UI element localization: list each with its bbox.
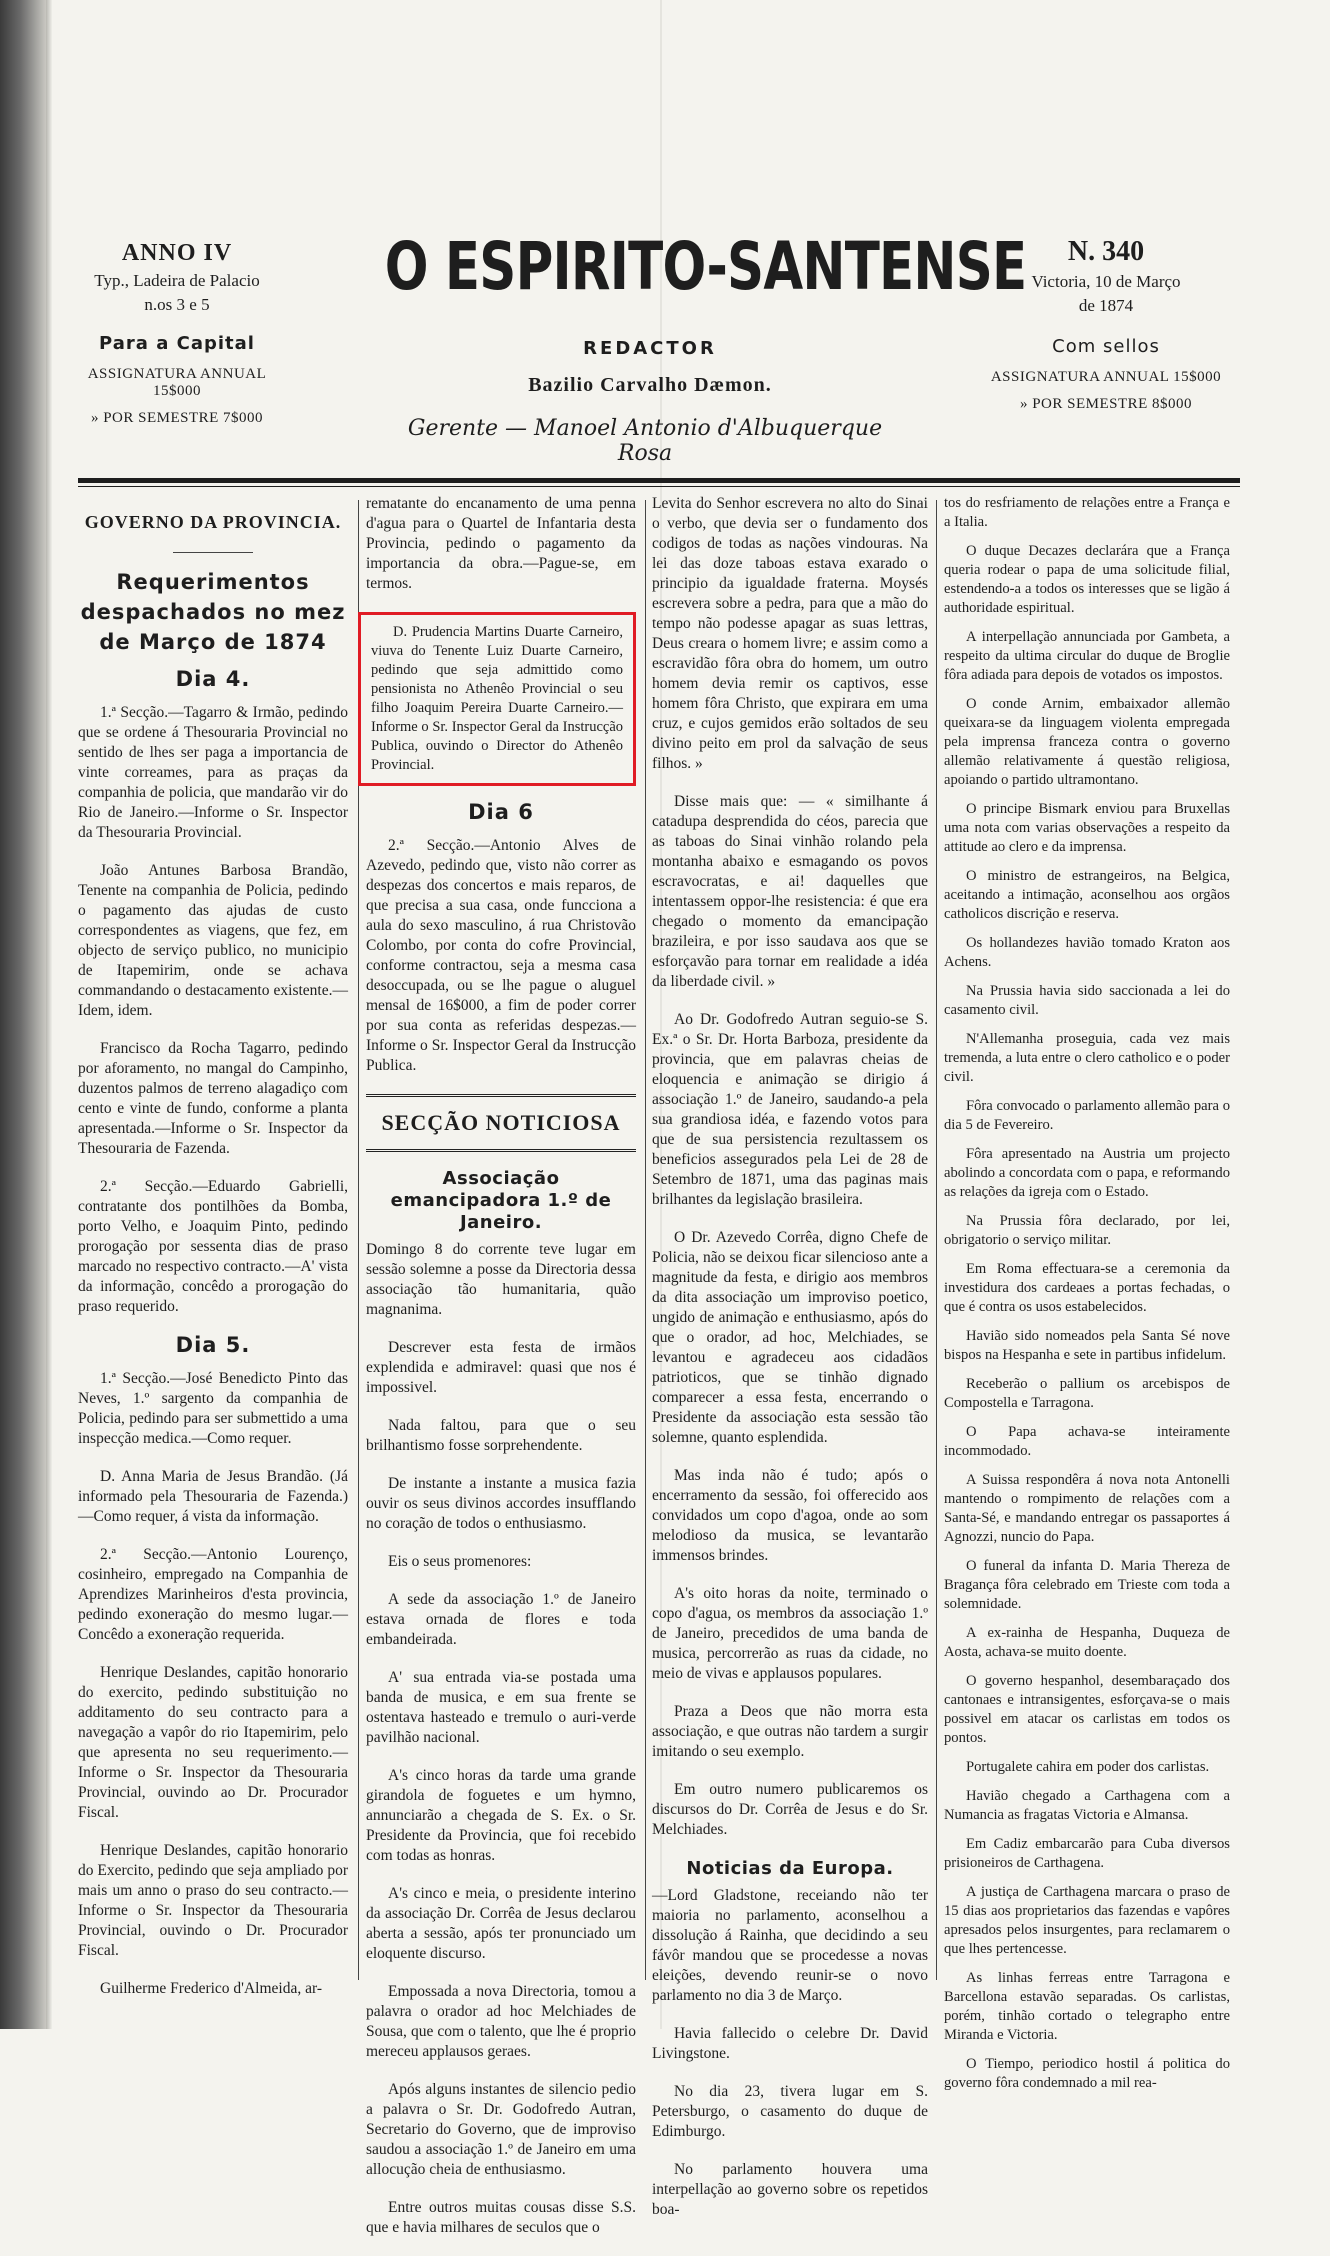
day-heading: Dia 5. <box>175 1333 251 1357</box>
day-heading: Dia 6 <box>468 800 534 824</box>
paragraph: De instante a instante a musica fazia ouvir os seus divinos accordes insufflando no coração de todos o enthusiasmo. <box>366 1475 636 1532</box>
paragraph: João Antunes Barbosa Brandão, Tenente na companhia de Policia, pedindo o pagamento das ajudas de custo correspondentes as viagens, que fez, em objecto de serviço publico, no municipio de Itapemirim, onde se achava commandando o destacamento existente.—Idem, idem. <box>78 862 348 1019</box>
paragraph: As linhas ferreas entre Tarragona e Barcellona estavão separadas. Os carlistas, porém, tinhão cortado o telegrapho entre Miranda e Victoria. <box>944 1970 1230 2043</box>
paragraph: Francisco da Rocha Tagarro, pedindo por aforamento, no mangal do Campinho, duzentos palmos de terreno alagadiço com cento e vinte de fundo, conforme a planta apresentada.—Informe o Sr. Inspector da Thesouraria de Fazenda. <box>78 1040 348 1157</box>
divider <box>173 552 253 553</box>
paragraph: A's cinco e meia, o presidente interino da associação Dr. Corrêa de Jesus declarou aberta a sessão, após ter pronunciado um eloquente discurso. <box>366 1885 636 1962</box>
masthead-right <box>976 236 1236 413</box>
paragraph: Mas inda não é tudo; após o encerramento da sessão, foi offerecido aos convidados um copo d'agoa, onde ao som melodioso da musica, se levantarão immensos brindes. <box>652 1467 928 1564</box>
semester-subscription-right: » POR SEMESTRE 8$000 <box>1019 396 1193 412</box>
year-line: de 1874 <box>1078 296 1134 315</box>
annual-subscription-right: ASSIGNATURA ANNUAL 15$000 <box>990 369 1222 385</box>
paragraph: A interpellação annunciada por Gambeta, a respeito da ultima circular do duque de Broglie fôra adiada para depois de votados os impostos. <box>944 629 1230 683</box>
column-2 <box>366 494 636 2256</box>
paragraph: Portugalete cahira em poder dos carlistas. <box>966 1759 1210 1775</box>
paragraph: O principe Bismark enviou para Bruxellas uma nota com varias observações a respeito da attitude ao clero e da imprensa. <box>944 801 1230 855</box>
paragraph: Disse mais que: — « similhante á catadupa desprendida do céos, parecia que as taboas do Sinai vinhão rolando pela montanha abaixo e esmagando os povos escravocratas, e ai! daquelles que intentassem oppor-lhe resistencia: é que era chegado o momento da emancipação brazileira, e por isso saudava aos que se esforçavão para tornar em realidade a idéa da liberdade civil. » <box>652 793 928 990</box>
paragraph: O conde Arnim, embaixador allemão queixara-se da linguagem violenta empregada pela imprensa franceza contra o governo allemão relativamente á questão religiosa, apoiando o partido ultramontano. <box>944 696 1230 788</box>
paragraph: A's cinco horas da tarde uma grande girandola de foguetes e um hymno, annunciarão a chegada de S. Ex. o Sr. Presidente da Provincia, que foi recebido com todas as honras. <box>366 1767 636 1864</box>
book-spine-shadow <box>0 0 46 2029</box>
paragraph: O Tiempo, periodico hostil á politica do governo fôra condemnado a mil rea- <box>944 2056 1230 2091</box>
para-capital-label: Para a Capital <box>99 333 255 354</box>
article-heading: Requerimentos despachados no mez de Março de 1874 <box>80 570 346 654</box>
paragraph: A Suissa respondêra á nova nota Antonelli mantendo o rompimento de relações com a Santa-Sé, e mandando entregar os passaportes á Agnozzi, nuncio do Papa. <box>944 1472 1230 1545</box>
paragraph: A justiça de Carthagena marcara o praso de 15 dias aos proprietarios das fazendas e vapôres apresados pelos insurgentes, para reclamarem o que lhes pertencesse. <box>944 1884 1230 1957</box>
column-1 <box>78 494 348 2017</box>
column-4 <box>944 494 1230 2103</box>
paragraph: 1.ª Secção.—Tagarro & Irmão, pedindo que se ordene á Thesouraria Provincial no sentido de lhes ser paga a importancia de vinte correames, para as praças da companhia de policia, que mandarão vir do Rio de Janeiro.—Informe o Sr. Inspector da Thesouraria Provincial. <box>78 704 348 841</box>
paragraph: O funeral da infanta D. Maria Thereza de Bragança fôra celebrado em Trieste com toda a solemnidade. <box>944 1558 1230 1612</box>
paragraph: No dia 23, tivera lugar em S. Petersburgo, o casamento do duque de Edimburgo. <box>652 2083 928 2140</box>
redactor-name: Bazilio Carvalho Dæmon. <box>528 374 772 396</box>
manager-line: Gerente — Manoel Antonio d'Albuquerque Rosa <box>407 416 883 466</box>
paragraph: 2.ª Secção.—Eduardo Gabrielli, contratante dos pontilhões da Bomba, porto Velho, e Joaquim Pinto, pedindo prorogação por sessenta dias de praso marcado no respectivo contracto.—A' vista da informação, concêdo a prorogação do praso requerido. <box>78 1178 348 1315</box>
paragraph: A' sua entrada via-se postada uma banda de musica, e em sua frente se ostentava hasteado e tremulo o auri-verde pavilhão nacional. <box>366 1669 636 1746</box>
paragraph: Empossada a nova Directoria, tomou a palavra o orador ad hoc Melchiades de Sousa, que com o talento, que lhe é proprio mereceu applausos geraes. <box>366 1983 636 2060</box>
typography-numbers: n.os 3 e 5 <box>144 295 210 314</box>
paragraph: Em Cadiz embarcarão para Cuba diversos prisioneiros de Carthagena. <box>944 1836 1230 1871</box>
paragraph: 2.ª Secção.—Antonio Lourenço, cosinheiro, empregado na Companhia de Aprendizes Marinheiros d'esta provincia, pedindo exoneração do mesmo lugar.—Concêdo a exoneração requerida. <box>78 1546 348 1643</box>
section-heading: GOVERNO DA PROVINCIA. <box>84 512 342 532</box>
paragraph: A ex-rainha de Hespanha, Duqueza de Aosta, achava-se muito doente. <box>944 1625 1230 1660</box>
paragraph: Henrique Deslandes, capitão honorario do Exercito, pedindo que seja ampliado por mais um anno o praso do seu contracto.—Informe o Sr. Inspector da Thesouraria Provincial, ouvindo o Dr. Procurador Fiscal. <box>78 1842 348 1959</box>
volume-label: ANNO IV <box>121 240 233 266</box>
paragraph: Receberão o pallium os arcebispos de Compostella e Tarragona. <box>944 1376 1230 1411</box>
paragraph: A's oito horas da noite, terminado o copo d'agua, os membros da associação 1.º de Janeiro, precedidos de uma banda de musica, percorrerão as ruas da cidade, no meio de vivas e applausos populares. <box>652 1585 928 1682</box>
paragraph: O duque Decazes declarára que a França queria rodear o papa de uma solicitude filial, estendendo-a a todos os interesses que se ligão á authoridade espiritual. <box>944 543 1230 616</box>
paragraph: Em Roma effectuara-se a ceremonia da investidura dos cardeaes a portas fechadas, o que é contra os usos estabelecidos. <box>944 1261 1230 1315</box>
paragraph: Fôra apresentado na Austria um projecto abolindo a concordata com o papa, e reformando as relações da igreja com o Estado. <box>944 1146 1230 1200</box>
paragraph: rematante do encanamento de uma penna d'agua para o Quartel de Infantaria desta Provincia, pedindo o pagamento da importancia da obra.—Pague-se, em termos. <box>366 495 636 592</box>
typography-address: Typ., Ladeira de Palacio <box>94 271 260 290</box>
paragraph: Domingo 8 do corrente teve lugar em sessão solemne a posse da Directoria dessa associação tão humanitaria, quão magnanima. <box>366 1241 636 1318</box>
paragraph: Havia fallecido o celebre Dr. David Livingstone. <box>652 2025 928 2062</box>
masthead-left <box>62 240 292 427</box>
paragraph: Na Prussia fôra declarado, por lei, obrigatorio o serviço militar. <box>944 1213 1230 1248</box>
paragraph: Na Prussia havia sido saccionada a lei do casamento civil. <box>944 983 1230 1018</box>
paragraph: 1.ª Secção.—José Benedicto Pinto das Neves, 1.º sargento da companhia de Policia, pedindo para ser submettido a uma inspecção medica.—Como requer. <box>78 1370 348 1447</box>
paragraph: Levita do Senhor escrevera no alto do Sinai o verbo, que devia ser o fundamento dos codigos de todas as nações vindouras. Na lei das doze taboas estava exarado o principio da igualdade fraterna. Moysés escrevera sobre a pedra, para que a mão do tempo não podesse apagar as suas lettras, Deus creara o homem livre; e assim como a escravidão fôra obra do homem, um outro homem devia remir os captivos, esse homem fôra Christo, que expirara em uma cruz, e cujos gemidos erão soltados de seu divino peito em prol da salvação de seus filhos. » <box>652 495 928 772</box>
article-heading: Noticias da Europa. <box>686 1858 894 1879</box>
paragraph: D. Anna Maria de Jesus Brandão. (Já informado pela Thesouraria de Fazenda.)—Como requer, á vista da informação. <box>78 1468 348 1525</box>
news-section-heading: SECÇÃO NOTICIOSA <box>366 1094 636 1152</box>
annual-subscription-left: ASSIGNATURA ANNUAL 15$000 <box>87 366 267 399</box>
article-heading: Associação emancipadora 1.º de Janeiro. <box>390 1168 612 1233</box>
paragraph: A sede da associação 1.º de Janeiro estava ornada de flores e toda embandeirada. <box>366 1591 636 1648</box>
paragraph: Entre outros muitas cousas disse S.S. que e havia milhares de seculos que o <box>366 2199 636 2236</box>
column-3 <box>652 494 928 2238</box>
paragraph: O ministro de estrangeiros, na Belgica, aceitando a intimação, aconselhou aos orgãos catholicos discrição e reserva. <box>944 868 1230 922</box>
highlighted-paragraph: D. Prudencia Martins Duarte Carneiro, viuva do Tenente Luiz Duarte Carneiro, pedindo que seja admittido como pensionista no Athenêo Provincial o seu filho Joaquim Pereira Duarte Carneiro.—Informe o Sr. Inspector Geral da Instrucção Publica, ouvindo o Director do Athenêo Provincial. <box>371 624 623 773</box>
paragraph: —Lord Gladstone, receiando não ter maioria no parlamento, aconselhou a dissolução á Rainha, que decidindo a seu fávôr mandou que se procedesse a novas eleições, devendo reunir-se o novo parlamento no dia 3 de Março. <box>652 1887 928 2004</box>
paragraph: Fôra convocado o parlamento allemão para o dia 5 de Fevereiro. <box>944 1098 1230 1133</box>
paragraph: Ao Dr. Godofredo Autran seguio-se S. Ex.ª o Sr. Dr. Horta Barboza, presidente da provincia, que em palavras cheias de eloquencia e animação se dirigio á associação 1.º de Janeiro, saudando-a pela sua grandiosa idéa, e fazendo votos para que de sua persistencia rezultassem os beneficios assegurados pela Lei de 28 de Setembro de 1871, uma das paginas mais brilhantes da legislação brasileira. <box>652 1011 928 1208</box>
com-sellos-label: Com sellos <box>1052 336 1160 357</box>
date-line: Victoria, 10 de Março <box>1031 272 1181 291</box>
newspaper-title: O ESPIRITO-SANTENSE <box>384 228 1027 305</box>
masthead-rule <box>78 478 1240 483</box>
paragraph: O Dr. Azevedo Corrêa, digno Chefe de Policia, não se deixou ficar silencioso ante a magnitude da festa, e dirigio aos membros da dita associação um improviso poetico, ungido de animação e enthusiasmo, após do que o orador, ad hoc, Melchiades, se levantou e agradeceu aos cidadãos patrioticos, que se tinhão dignado comparecer a essa festa, encerrando o Presidente da associação esta sessão tão solemne, quanto esplendida. <box>652 1229 928 1446</box>
paragraph: tos do resfriamento de relações entre a França e a Italia. <box>944 495 1230 530</box>
column-separator <box>936 500 937 1980</box>
paragraph: No parlamento houvera uma interpellação ao governo sobre os repetidos boa- <box>652 2161 928 2218</box>
paragraph: Os hollandezes havião tomado Kraton aos Achens. <box>944 935 1230 970</box>
paragraph: Após alguns instantes de silencio pedio a palavra o Sr. Dr. Godofredo Autran, Secretario do Governo, que de improviso saudou a associação 1.º de Janeiro em uma allocução cheia de enthusiasmo. <box>366 2081 636 2178</box>
paragraph: Guilherme Frederico d'Almeida, ar- <box>100 1980 322 1997</box>
paragraph: N'Allemanha proseguia, cada vez mais tremenda, a luta entre o clero catholico e o poder civil. <box>944 1031 1230 1085</box>
redactor-label: REDACTOR <box>583 338 717 359</box>
day-heading: Dia 4. <box>175 667 251 691</box>
page-edge <box>46 0 52 2029</box>
semester-subscription-left: » POR SEMESTRE 7$000 <box>90 410 264 426</box>
paragraph: Havião chegado a Carthagena com a Numancia as fragatas Victoria e Almansa. <box>944 1788 1230 1823</box>
paragraph: Nada faltou, para que o seu brilhantismo fosse sorprehendente. <box>366 1417 636 1454</box>
issue-number: N. 340 <box>1067 236 1145 267</box>
paragraph: Henrique Deslandes, capitão honorario do exercito, pedindo substituição no additamento do seu contracto para a navegação a vapôr do rio Itapemirim, pelo que apresenta no seu requerimento.—Informe o Sr. Inspector da Thesouraria Provincial, ouvindo ao Dr. Procurador Fiscal. <box>78 1664 348 1821</box>
column-separator <box>645 500 646 1980</box>
masthead-rule-thin <box>78 486 1240 487</box>
paragraph: 2.ª Secção.—Antonio Alves de Azevedo, pedindo que, visto não correr as despezas dos concertos e mais reparos, de que precisa a sua casa, onde funcciona a aula do sexo masculino, á rua Christovão Colombo, por conta do cofre Provincial, conforme contractou, seja a mesma casa desoccupada, ou se lhe pague o aluguel mensal de 16$000, a fim de poder correr por sua conta as referidas despezas.—Informe o Sr. Inspector Geral da Instrucção Publica. <box>366 837 636 1074</box>
paragraph: O Papa achava-se inteiramente incommodado. <box>944 1424 1230 1459</box>
paragraph: Havião sido nomeados pela Santa Sé nove bispos na Hespanha e sete in partibus infidelum. <box>944 1328 1230 1363</box>
paragraph: Descrever esta festa de irmãos explendida e admiravel: quasi que nos é impossivel. <box>366 1339 636 1396</box>
highlighted-entry <box>358 612 636 786</box>
paragraph: Eis o seus promenores: <box>388 1553 532 1570</box>
paragraph: Em outro numero publicaremos os discursos do Dr. Corrêa de Jesus e do Sr. Melchiades. <box>652 1781 928 1838</box>
paragraph: O governo hespanhol, desembaraçado dos cantonaes e intransigentes, esforçava-se o mais possivel em atacar os carlistas em todos os pontos. <box>944 1673 1230 1746</box>
paragraph: Praza a Deos que não morra esta associação, e que outras não tardem a surgir imitando o seu exemplo. <box>652 1703 928 1760</box>
